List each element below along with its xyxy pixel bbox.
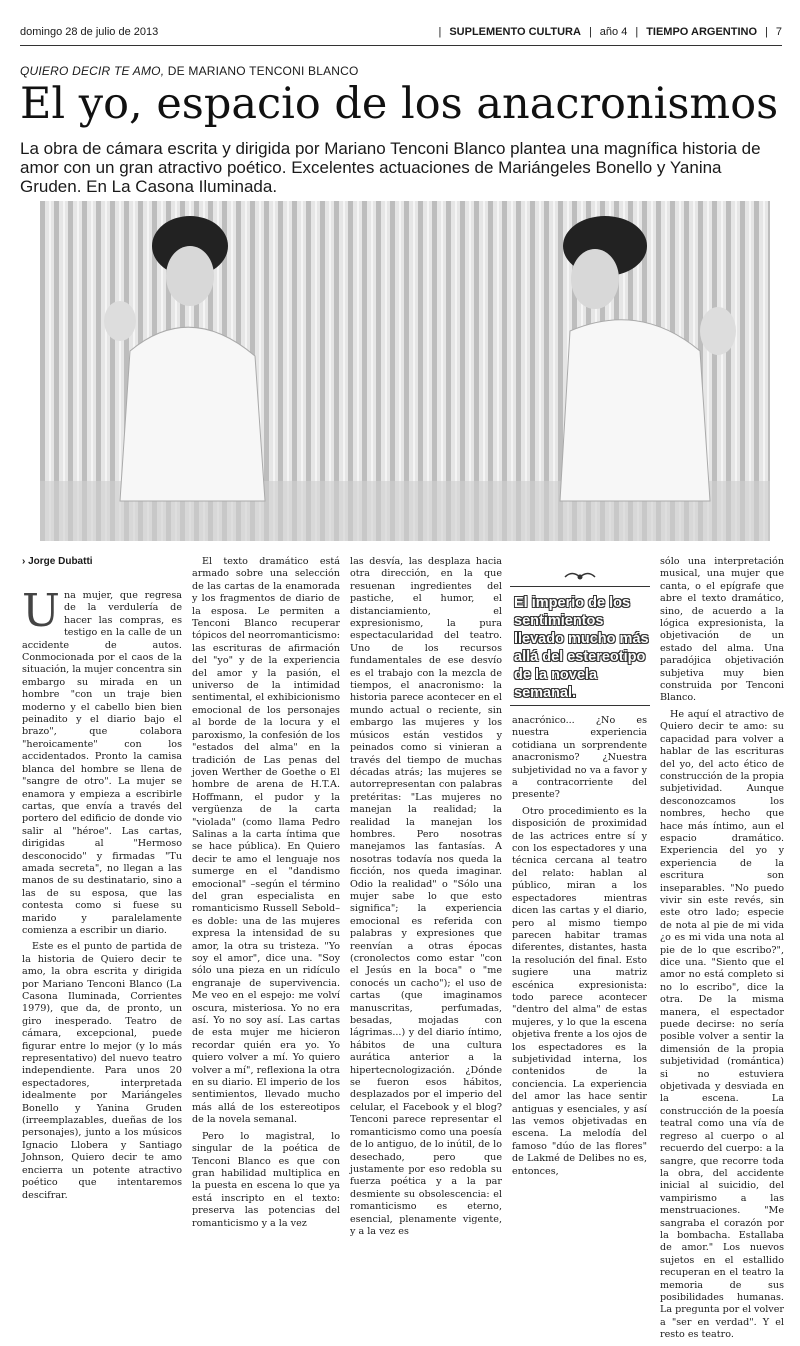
page-number: 7 bbox=[775, 26, 782, 38]
column-4 bbox=[512, 715, 647, 1182]
column-5 bbox=[660, 556, 784, 1346]
paragraph: Otro procedimiento es la disposición de proximidad de las actrices entre sí y con los espectadores y una técnica cercana al teatro del relato: hablan al público, miran a los espectadores mientras dicen las cartas y el diario, pero al mismo tiempo parecen habitar tramas diferentes, distantes, hasta la resolución del final. Esto sugiere una matriz escénica expresionista: todo parece acontecer "dentro del alma" de estas mujeres, y lo que la escena objetiva frente a los ojos de los espectadores es la subjetividad interna, los contenidos de la conciencia. La experiencia del amor las hace sentir antiguas y esenciales, y así las vemos objetivadas en escena. La melodía del famoso "dúo de las flores" de Lakmé de Delibes no es, entonces, bbox=[512, 805, 647, 1177]
paragraph: Este es el punto de partida de la historia de Quiero decir te amo, la obra escrita y dirigida por Mariano Tenconi Blanco (La Casona Iluminada, Corrientes 1979), que da, de pronto, un giro inesperado. Teatro de cámara, excepcional, puede figurar entre lo mejor (y lo más representativo) del nuevo teatro independiente. Para unos 20 espectadores, interpretada idealmente por Mariángeles Bonello y Yanina Gruden (irreemplazables, dueñas de los personajes), junto a los músicos Ignacio Llobera y Santiago Johnson, Quiero decir te amo encierra un potente atractivo poético que intentaremos descifrar. bbox=[22, 941, 182, 1201]
paper-name: TIEMPO ARGENTINO bbox=[646, 26, 758, 38]
drop-cap: U bbox=[22, 584, 60, 637]
column-2 bbox=[192, 556, 340, 1234]
header-rule bbox=[20, 45, 782, 46]
paragraph: las desvía, las desplaza hacia otra dirección, en la que resuenan ingredientes del pastiche, el humor, el distanciamiento, el expresionismo, la pura espectacularidad del teatro. Uno de los recursos fundamentales de ese desvío es el trabajo con la mezcla de tiempos, el anacronismo: la historia parece acontecer en el mundo actual o reciente, sin embargo las mujeres y los músicos están vestidos y peinados como si vinieran a través del tiempo de muchas décadas atrás; las mujeres se autorrepresentan con palabras pretéritas: "Las mujeres no manejan la realidad; la realidad la manejan los hombres. Pero nosotras manejamos las fantasías. A nosotras todavía nos queda la ficción, nos queda imaginar. Odio la realidad" o "Sólo una mujer sabe lo que esto significa"; la experiencia emocional es referida con palabras y expresiones que reenvían a otras épocas (cronolectos como estar "con el Jesús en la boca" o "me conocés un cacho"); el uso de cartas (que imaginamos manuscritas, perfumadas, besadas, mojadas con lágrimas...) y del diario íntimo, hábitos de una cultura aurática anterior a la hipertecnologización. ¿Dónde se fueron esos hábitos, desplazados por el imperio del celular, el Facebook y el blog? Tenconi parece representar el romanticismo como una poesía de lo antiguo, de lo inútil, de lo desechado, pero que justamente por eso redobla su fuerza poética y a la par desmiente su obsolescencia: el romanticismo es eterno, esencial, plenamente vigente, y a la vez es bbox=[350, 556, 502, 1237]
page-header bbox=[20, 22, 782, 44]
ornament-icon bbox=[510, 568, 650, 587]
column-1: Una mujer, que regresa de la verdulería de hacer las compras, es testigo en la calle de un accidente de autos. Conmocionada por el caos de la situación, la mujer concentra sin embargo su mirada en un hombre "con un traje bien moderno y el cabello bien bien peinadito y el diario bajo el brazo", que colabora "heroicamente" con los accidentados. Pronto la camisa blanca del hombre se llena de "sangre de otro". La mujer se enamora y empieza a escribirle cartas, que envía a través del portero del edificio de donde vio salir al "héroe". Las cartas, dirigidas al "Hermoso desconocido" y firmadas "Tu amada secreta", no llegan a las manos de su destinatario, sino a las de su esposa, que las contesta como si fuese su marido y paralelamente comienza a escribir un diario. Este es el punto de partida de la historia de Quiero decir te amo, la obra escrita y dirigida por Mariano Tenconi Blanco (La Casona Iluminada, Corrientes 1979), que da, de pronto, un giro inesperado. Teatro de cámara, excepcional, puede figurar entre lo mejor (y lo más representativo) del nuevo teatro independiente. Para unos 20 espectadores, interpretada idealmente por Mariángeles Bonello y Yanina Gruden (irreemplazables, dueñas de los personajes), junto a los músicos Ignacio Llobera y Santiago Johnson, Quiero decir te amo encierra un potente atractivo poético que intentaremos descifrar. bbox=[22, 584, 182, 1201]
paragraph: El texto dramático está armado sobre una selección de las cartas de la enamorada y los fragmentos de diario de la esposa. Le permiten a Tenconi Blanco recuperar tópicos del neorromanticismo: las escrituras de afirmación del "yo" y de la experiencia del amor y la pasión, el universo de la intimidad sentimental, el exhibicionismo emocional de los personajes al borde de la locura y el paroxismo, la confesión de los "estados del alma" en la tradición de Las penas del joven Werther de Goethe o El hombre de arena de H.T.A. Hoffmann, el pudor y la vergüenza de la carta "violada" (como llama Pedro Salinas a la carta íntima que se hace pública). En Quiero decir te amo el lenguaje nos sumerge en el "dandismo emocional" –según el término del gran especialista en romanticismo Russell Sebold– es doble: una de las mujeres expresa la intensidad de su amor, la otra su tristeza. "Yo soy el amor", dice una. "Soy sólo una pieza en un ridículo engranaje de supervivencia. Me veo en el espejo: me volví oscura, misteriosa. Yo no era así. Yo no soy así. Las cartas de esta mujer me hicieron recordar quién era yo. Yo quiero volver a mí. Yo quiero volver a mí", reflexiona la otra en su diario. El imperio de los sentimientos, llevado mucho más allá de los estereotipos de la novela semanal. bbox=[192, 556, 341, 1126]
paragraph: anacrónico... ¿No es nuestra experiencia cotidiana un sorprendente anacronismo? ¿Nuestra subjetividad no va a favor y a contracorriente del presente? bbox=[512, 715, 647, 801]
section-name: SUPLEMENTO CULTURA bbox=[449, 26, 581, 38]
column-3 bbox=[350, 556, 502, 1242]
byline: › Jorge Dubatti bbox=[22, 556, 93, 567]
kicker: QUIERO DECIR TE AMO, DE MARIANO TENCONI BLANCO bbox=[20, 64, 359, 78]
paragraph: sólo una interpretación musical, una mujer que canta, o el epígrafe que abre el texto dramático, sino, de acuerdo a la lógica expresionista, la objetivación de un estado del alma. Una paradójica objetivación subjetiva muy bien construida por Tenconi Blanco. bbox=[660, 556, 784, 704]
paragraph: He aquí el atractivo de Quiero decir te amo: su capacidad para volver a hablar de las escrituras del yo, del acto ético de construcción de la propia subjetividad. Aunque desconozcamos los nombres, hecho que hace más íntimo, aun el espacio dramático. Experiencia del yo y experiencia de la escritura son inseparables. "No puedo vivir sin este revés, sin este otro lado; especie de nota al pie de mi vida ¿o es mi vida una nota al pie de lo que escribo?", dice una. "Siento que el amor no está completo si no lo escribo", dice la otra. De la misma manera, el espectador puede decirse: no sería posible volver a sentir la dimensión de la propia subjetividad (romántica) si no estuviera objetivada y desviada en la escena. La construcción de la poesía teatral como una vía de regreso al cuerpo o al recuerdo del cuerpo: a la sangre, que recorre toda la obra, del accidente inicial al suicidio, del vampirismo a las menstruaciones. "Me sangraba el corazón por la bombacha. Estallaba de amor." Los nuevos sujetos en el estallido recuperan en el teatro la memoria de sus posibilidades humanas. La pregunta por el volver a "ser en verdad". Y el resto es teatro. bbox=[660, 708, 784, 1341]
year-label: año 4 bbox=[599, 26, 628, 38]
paragraph: Pero lo magistral, lo singular de la poética de Tenconi Blanco es que con gran habilidad multiplica en la puesta en escena lo que ya está inscripto en el texto: preserva las potencias del romanticismo y a la vez bbox=[192, 1130, 340, 1229]
header-right: | SUPLEMENTO CULTURA | año 4 | TIEMPO ARGENTINO | 7 bbox=[438, 26, 782, 38]
lede: La obra de cámara escrita y dirigida por Mariano Tenconi Blanco plantea una magnífica historia de amor con un gran atractivo poético. Excelentes actuaciones de Mariángeles Bonello y Yanina Gruden. En La Casona Iluminada. bbox=[20, 139, 761, 196]
photo-illustration bbox=[40, 201, 770, 541]
pull-quote: El imperio de los sentimientos llevado mucho más allá del estereotipo de la novela semanal. bbox=[510, 568, 650, 706]
headline: El yo, espacio de los anacronismos bbox=[20, 79, 779, 129]
article-photo bbox=[40, 201, 770, 541]
issue-date: domingo 28 de julio de 2013 bbox=[20, 26, 159, 38]
